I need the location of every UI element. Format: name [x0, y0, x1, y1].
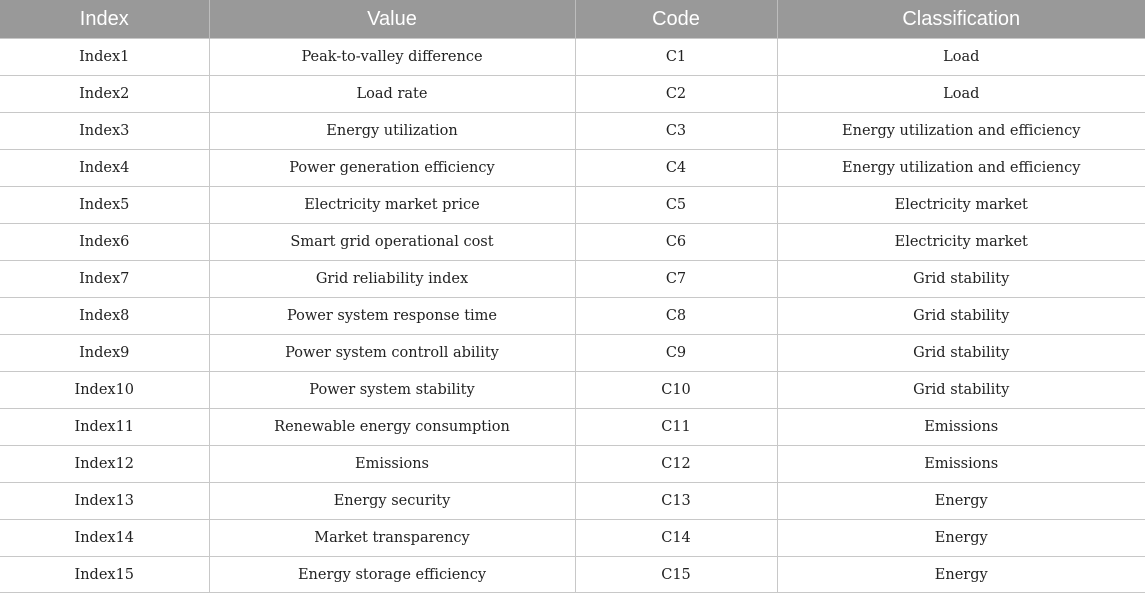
cell-classification: Energy utilization and efficiency	[777, 113, 1145, 150]
cell-value: Power system response time	[209, 298, 575, 335]
table-row	[0, 335, 1145, 372]
cell-value: Electricity market price	[209, 187, 575, 224]
cell-value: Renewable energy consumption	[209, 409, 575, 446]
cell-index: Index11	[0, 409, 209, 446]
cell-value: Energy storage efficiency	[209, 557, 575, 593]
table-row	[0, 372, 1145, 409]
cell-code: C12	[575, 446, 777, 483]
cell-index: Index14	[0, 520, 209, 557]
table-row	[0, 39, 1145, 76]
cell-code: C6	[575, 224, 777, 261]
cell-classification: Grid stability	[777, 335, 1145, 372]
cell-index: Index5	[0, 187, 209, 224]
cell-index: Index6	[0, 224, 209, 261]
cell-value: Peak-to-valley difference	[209, 39, 575, 76]
cell-code: C2	[575, 76, 777, 113]
cell-code: C9	[575, 335, 777, 372]
cell-classification: Grid stability	[777, 372, 1145, 409]
cell-index: Index15	[0, 557, 209, 593]
cell-code: C7	[575, 261, 777, 298]
cell-code: C13	[575, 483, 777, 520]
cell-value: Energy security	[209, 483, 575, 520]
table-row	[0, 150, 1145, 187]
cell-classification: Energy	[777, 520, 1145, 557]
table-row	[0, 187, 1145, 224]
cell-classification: Electricity market	[777, 224, 1145, 261]
table-row	[0, 261, 1145, 298]
cell-classification: Electricity market	[777, 187, 1145, 224]
cell-classification: Energy	[777, 483, 1145, 520]
table-row	[0, 298, 1145, 335]
cell-index: Index12	[0, 446, 209, 483]
cell-classification: Grid stability	[777, 298, 1145, 335]
table-row	[0, 446, 1145, 483]
cell-index: Index2	[0, 76, 209, 113]
cell-index: Index3	[0, 113, 209, 150]
cell-code: C3	[575, 113, 777, 150]
cell-value: Power system controll ability	[209, 335, 575, 372]
cell-value: Emissions	[209, 446, 575, 483]
table-row	[0, 224, 1145, 261]
cell-index: Index13	[0, 483, 209, 520]
cell-index: Index9	[0, 335, 209, 372]
cell-value: Energy utilization	[209, 113, 575, 150]
cell-code: C4	[575, 150, 777, 187]
table-row	[0, 483, 1145, 520]
cell-value: Smart grid operational cost	[209, 224, 575, 261]
cell-classification: Load	[777, 39, 1145, 76]
cell-code: C10	[575, 372, 777, 409]
cell-classification: Emissions	[777, 409, 1145, 446]
header-value: Value	[209, 0, 575, 39]
cell-value: Load rate	[209, 76, 575, 113]
table-row	[0, 113, 1145, 150]
header-code: Code	[575, 0, 777, 39]
cell-classification: Grid stability	[777, 261, 1145, 298]
cell-index: Index7	[0, 261, 209, 298]
cell-index: Index10	[0, 372, 209, 409]
cell-value: Grid reliability index	[209, 261, 575, 298]
cell-code: C5	[575, 187, 777, 224]
cell-value: Power system stability	[209, 372, 575, 409]
header-index: Index	[0, 0, 209, 39]
cell-classification: Energy utilization and efficiency	[777, 150, 1145, 187]
table-row	[0, 520, 1145, 557]
cell-index: Index4	[0, 150, 209, 187]
cell-code: C15	[575, 557, 777, 593]
cell-index: Index1	[0, 39, 209, 76]
cell-index: Index8	[0, 298, 209, 335]
cell-code: C1	[575, 39, 777, 76]
table-row	[0, 557, 1145, 593]
header-classification: Classification	[777, 0, 1145, 39]
cell-code: C14	[575, 520, 777, 557]
cell-classification: Load	[777, 76, 1145, 113]
cell-code: C8	[575, 298, 777, 335]
header-row	[0, 0, 1145, 39]
cell-value: Market transparency	[209, 520, 575, 557]
cell-classification: Emissions	[777, 446, 1145, 483]
table-row	[0, 409, 1145, 446]
table-header	[0, 0, 1145, 39]
table-body	[0, 39, 1145, 593]
table-row	[0, 76, 1145, 113]
cell-value: Power generation efficiency	[209, 150, 575, 187]
cell-classification: Energy	[777, 557, 1145, 593]
cell-code: C11	[575, 409, 777, 446]
